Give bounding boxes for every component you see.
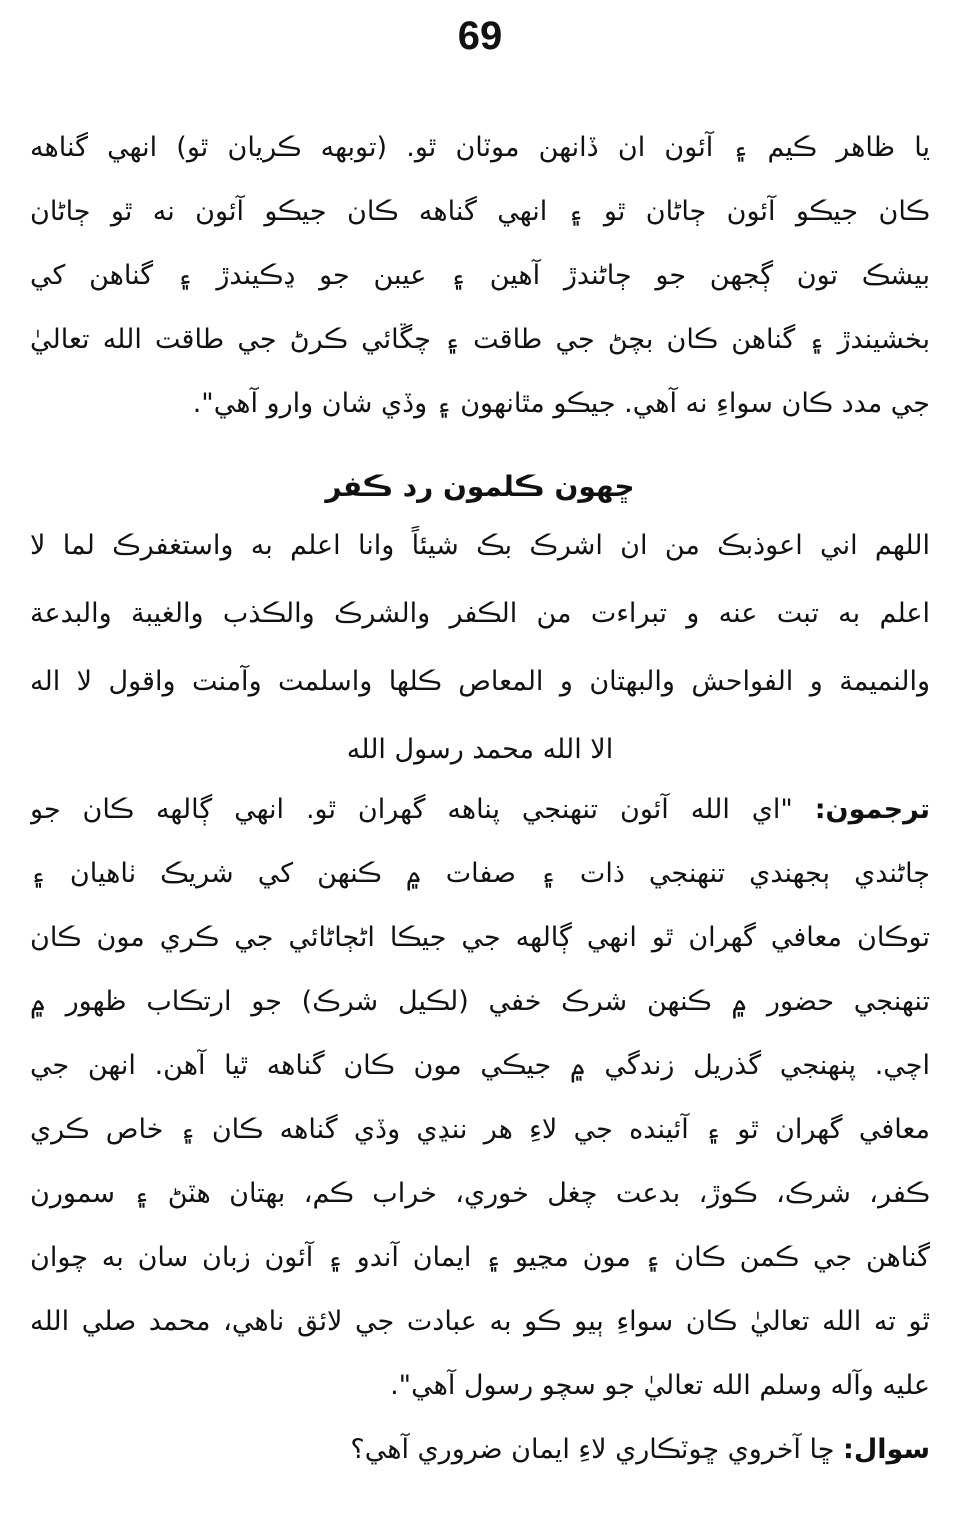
question-line <box>30 1418 930 1482</box>
arabic-line: اعلم به تبت عنه و تبراءت من الڪفر والشرڪ والڪذب والغيبة والبدعة <box>30 598 930 629</box>
section-heading-block <box>30 458 930 516</box>
intro-paragraph <box>30 116 930 436</box>
translation-first-line <box>30 778 930 842</box>
translation-line: ڪفر، شرڪ، ڪوڙ، بدعت چغل خوري، خراب ڪم، بهتان هٽڻ ۽ سمورن <box>30 1178 930 1209</box>
question-block <box>30 1418 930 1482</box>
paragraph-line: ڪان جيڪو آئون ڄاڻان ٿو ۽ انهي گناهه ڪان جيڪو آئون نه ٿو ڄاڻان <box>30 196 930 227</box>
translation-line: توڪان معافي گهران ٿو انهي ڳالهه جي جيڪا اڻڄاڻائي جي ڪري مون ڪان <box>30 922 930 953</box>
question-label: سوال: <box>843 1434 930 1465</box>
translation-line: معافي گهران ٿو ۽ آئينده جي لاءِ هر ننڍي وڏي گناهه ڪان ۽ خاص ڪري <box>30 1114 930 1145</box>
translation-label: ترجمون: <box>814 794 930 825</box>
arabic-line: والنميمة و الفواحش والبهتان و المعاص ڪلها واسلمت وآمنت واقول لا اله <box>30 666 930 697</box>
arabic-line: الا الله محمد رسول الله <box>346 734 614 765</box>
translation-line: ڄاڻندي ٻجهندي تنهنجي ذات ۽ صفات ۾ ڪنهن کي شريڪ ٺاهيان ۽ <box>30 858 930 889</box>
translation-line: عليه وآله وسلم الله تعاليٰ جو سچو رسول آهي". <box>390 1370 930 1401</box>
section-heading: ڇهون ڪلمون رد ڪفر <box>325 470 635 503</box>
page-number: 69 <box>457 14 503 58</box>
translation-line: اچي. پنهنجي گذريل زندگي ۾ جيڪي مون ڪان گناهه ٿيا آهن. انهن جي <box>30 1050 930 1081</box>
arabic-prayer <box>30 512 930 784</box>
translation-line: گناهن جي ڪمن ڪان ۽ مون مڃيو ۽ ايمان آندو ۽ آئون زبان سان به چوان <box>30 1242 930 1273</box>
question-text: ڇا آخروي ڇوٽڪاري لاءِ ايمان ضروري آهي؟ <box>350 1434 835 1465</box>
translation-line: ٿو ته الله تعاليٰ ڪان سواءِ ٻيو ڪو به عبادت جي لائق ناهي، محمد صلي الله <box>30 1306 930 1337</box>
paragraph-line: بيشڪ تون ڳجهن جو ڄاڻندڙ آهين ۽ عيبن جو ڍڪيندڙ ۽ گناهن کي <box>30 260 930 291</box>
paragraph-line: بخشيندڙ ۽ گناهن ڪان بچڻ جي طاقت ۽ چڱائي ڪرڻ جي طاقت الله تعاليٰ <box>30 324 930 355</box>
translation-paragraph <box>30 778 930 1418</box>
translation-line: تنهنجي حضور ۾ ڪنهن شرڪ خفي (لڪيل شرڪ) جو ارتڪاب ظهور ۾ <box>30 986 930 1017</box>
paragraph-line: جي مدد ڪان سواءِ نه آهي. جيڪو مٿانهون ۽ وڏي شان وارو آهي". <box>192 388 930 419</box>
paragraph-line: يا ظاهر ڪيم ۽ آئون ان ڏانهن موٽان ٿو. (توبهه ڪريان ٿو) انهي گناهه <box>30 132 930 163</box>
translation-line-text: "اي الله آئون تنهنجي پناهه گهران ٿو. انهي ڳالهه ڪان جو <box>30 794 793 825</box>
arabic-line: اللهم اني اعوذبڪ من ان اشرڪ بڪ شيئاً وانا اعلم به واستغفرڪ لما لا <box>30 530 930 561</box>
